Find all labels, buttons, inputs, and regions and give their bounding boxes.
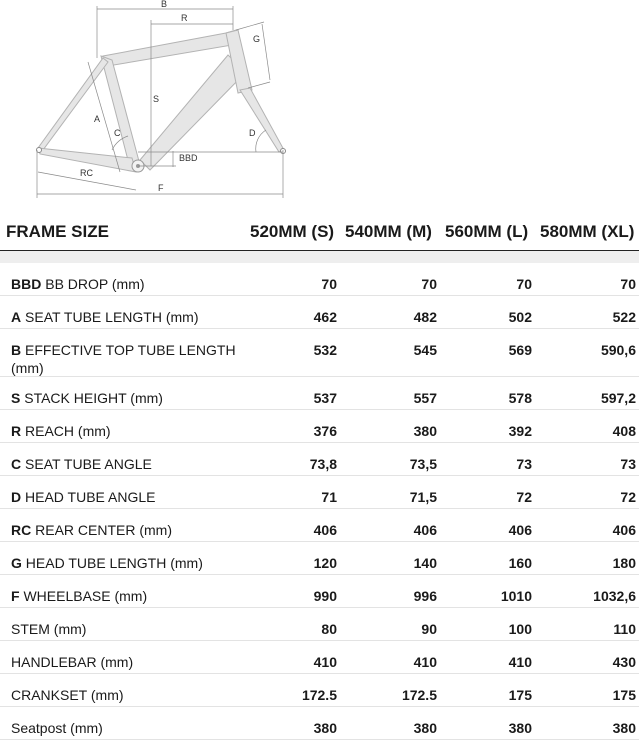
table-row: [0, 641, 639, 674]
value-s: 80: [321, 621, 337, 637]
value-l: 406: [508, 522, 532, 538]
row-label-text: REACH (mm): [25, 423, 111, 439]
value-xl: 73: [620, 456, 636, 472]
seat-tube: [101, 56, 140, 168]
row-code: S: [11, 390, 21, 406]
size-heading-m: 540MM (M): [345, 222, 432, 241]
row-label-text: CRANKSET (mm): [11, 687, 124, 703]
value-s: 410: [313, 654, 337, 670]
value-s: 990: [313, 588, 337, 604]
table-row: [0, 410, 639, 443]
table-row: [0, 329, 639, 377]
seat-stay: [38, 58, 108, 150]
value-l: 160: [508, 555, 532, 571]
row-label: [11, 422, 236, 440]
table-row: [0, 377, 639, 410]
value-s: 380: [313, 720, 337, 736]
row-code: C: [11, 456, 22, 472]
row-label-text: BB DROP (mm): [45, 276, 145, 292]
value-l: 380: [508, 720, 532, 736]
value-xl: 597,2: [600, 390, 636, 406]
value-l: 578: [508, 390, 532, 406]
value-m: 380: [413, 720, 437, 736]
value-xl: 110: [613, 621, 636, 637]
row-label-text: HEAD TUBE ANGLE: [25, 489, 156, 505]
value-s: 172.5: [301, 687, 337, 703]
row-label-text: SEAT TUBE ANGLE: [25, 456, 152, 472]
bike-frame: [38, 30, 284, 172]
value-xl: 430: [612, 654, 636, 670]
row-label: [11, 389, 236, 407]
value-l: 569: [508, 342, 532, 358]
row-code: G: [11, 555, 22, 571]
value-m: 406: [413, 522, 437, 538]
row-label-text: REAR CENTER (mm): [35, 522, 173, 538]
row-code: BBD: [11, 276, 42, 292]
value-l: 1010: [500, 588, 532, 604]
table-row: [0, 263, 639, 296]
top-tube: [103, 30, 238, 66]
value-m: 140: [413, 555, 437, 571]
table-row: [0, 476, 639, 509]
table-row: [0, 509, 639, 542]
row-label: [11, 653, 236, 671]
value-m: 71,5: [409, 489, 437, 505]
row-code: F: [11, 588, 20, 604]
row-label-text: STACK HEIGHT (mm): [24, 390, 163, 406]
table-header: [0, 212, 639, 251]
dim-label-c: C: [114, 128, 121, 138]
frame-size-heading: FRAME SIZE: [6, 222, 109, 241]
value-xl: 380: [612, 720, 636, 736]
row-label: [11, 686, 236, 704]
dim-label-s: S: [153, 94, 160, 104]
row-code: R: [11, 423, 22, 439]
row-label: [11, 620, 236, 638]
table-row: [0, 443, 639, 476]
row-label: [11, 341, 236, 377]
fork: [240, 88, 284, 152]
value-xl: 406: [612, 522, 636, 538]
row-label: [11, 719, 236, 737]
value-s: 70: [321, 276, 337, 292]
value-xl: 522: [612, 309, 636, 325]
value-s: 537: [313, 390, 337, 406]
value-xl: 175: [612, 687, 636, 703]
row-label-text: WHEELBASE (mm): [23, 588, 148, 604]
value-l: 392: [508, 423, 532, 439]
value-l: 70: [516, 276, 532, 292]
frame-geometry-svg: [0, 0, 300, 205]
value-m: 410: [413, 654, 437, 670]
value-s: 532: [313, 342, 337, 358]
value-l: 72: [516, 489, 532, 505]
table-row: [0, 608, 639, 641]
frame-geometry-diagram: [0, 0, 300, 205]
value-xl: 72: [620, 489, 636, 505]
row-label-text: HEAD TUBE LENGTH (mm): [25, 555, 203, 571]
dim-label-b: B: [161, 0, 168, 9]
value-l: 73: [516, 456, 532, 472]
dim-label-a: A: [94, 114, 101, 124]
value-s: 462: [313, 309, 337, 325]
row-label: [11, 554, 236, 572]
row-label: [11, 587, 236, 605]
dim-label-rc: RC: [80, 168, 93, 178]
row-label: [11, 521, 236, 539]
row-label-text: Seatpost (mm): [11, 720, 103, 736]
size-heading-s: 520MM (S): [250, 222, 335, 241]
row-label: [11, 488, 236, 506]
row-code: RC: [11, 522, 32, 538]
header-spacer: [0, 251, 639, 263]
dim-label-g: G: [253, 34, 261, 44]
value-m: 73,5: [409, 456, 437, 472]
value-m: 545: [413, 342, 437, 358]
value-xl: 70: [620, 276, 636, 292]
row-label-text: HANDLEBAR (mm): [11, 654, 134, 670]
dim-label-r: R: [181, 13, 188, 23]
value-s: 406: [313, 522, 337, 538]
geometry-table-body: [0, 263, 639, 740]
dim-label-f: F: [158, 183, 164, 193]
dim-label-bbd: BBD: [179, 153, 198, 163]
table-row: [0, 542, 639, 575]
row-label-text: EFFECTIVE TOP TUBE LENGTH (mm): [11, 342, 236, 376]
value-l: 175: [508, 687, 532, 703]
row-label: [11, 455, 236, 473]
table-row: [0, 575, 639, 608]
row-code: A: [11, 309, 22, 325]
row-label-text: SEAT TUBE LENGTH (mm): [25, 309, 199, 325]
value-xl: 408: [612, 423, 636, 439]
dim-label-d: D: [249, 128, 256, 138]
row-code: D: [11, 489, 22, 505]
value-m: 70: [421, 276, 437, 292]
value-s: 376: [313, 423, 337, 439]
value-l: 502: [508, 309, 532, 325]
value-l: 410: [508, 654, 532, 670]
table-row: [0, 296, 639, 329]
value-m: 996: [413, 588, 437, 604]
row-code: B: [11, 342, 22, 358]
value-m: 482: [413, 309, 437, 325]
table-row: [0, 674, 639, 707]
value-m: 172.5: [401, 687, 437, 703]
value-m: 380: [413, 423, 437, 439]
row-label-text: STEM (mm): [11, 621, 87, 637]
value-m: 90: [421, 621, 437, 637]
value-xl: 180: [612, 555, 636, 571]
size-heading-xl: 580MM (XL): [540, 222, 635, 241]
value-s: 73,8: [309, 456, 337, 472]
value-m: 557: [413, 390, 437, 406]
value-xl: 590,6: [600, 342, 636, 358]
value-l: 100: [508, 621, 532, 637]
row-label: [11, 275, 236, 293]
value-xl: 1032,6: [593, 588, 636, 604]
value-s: 120: [313, 555, 337, 571]
row-label: [11, 308, 236, 326]
size-heading-l: 560MM (L): [445, 222, 529, 241]
value-s: 71: [321, 489, 337, 505]
